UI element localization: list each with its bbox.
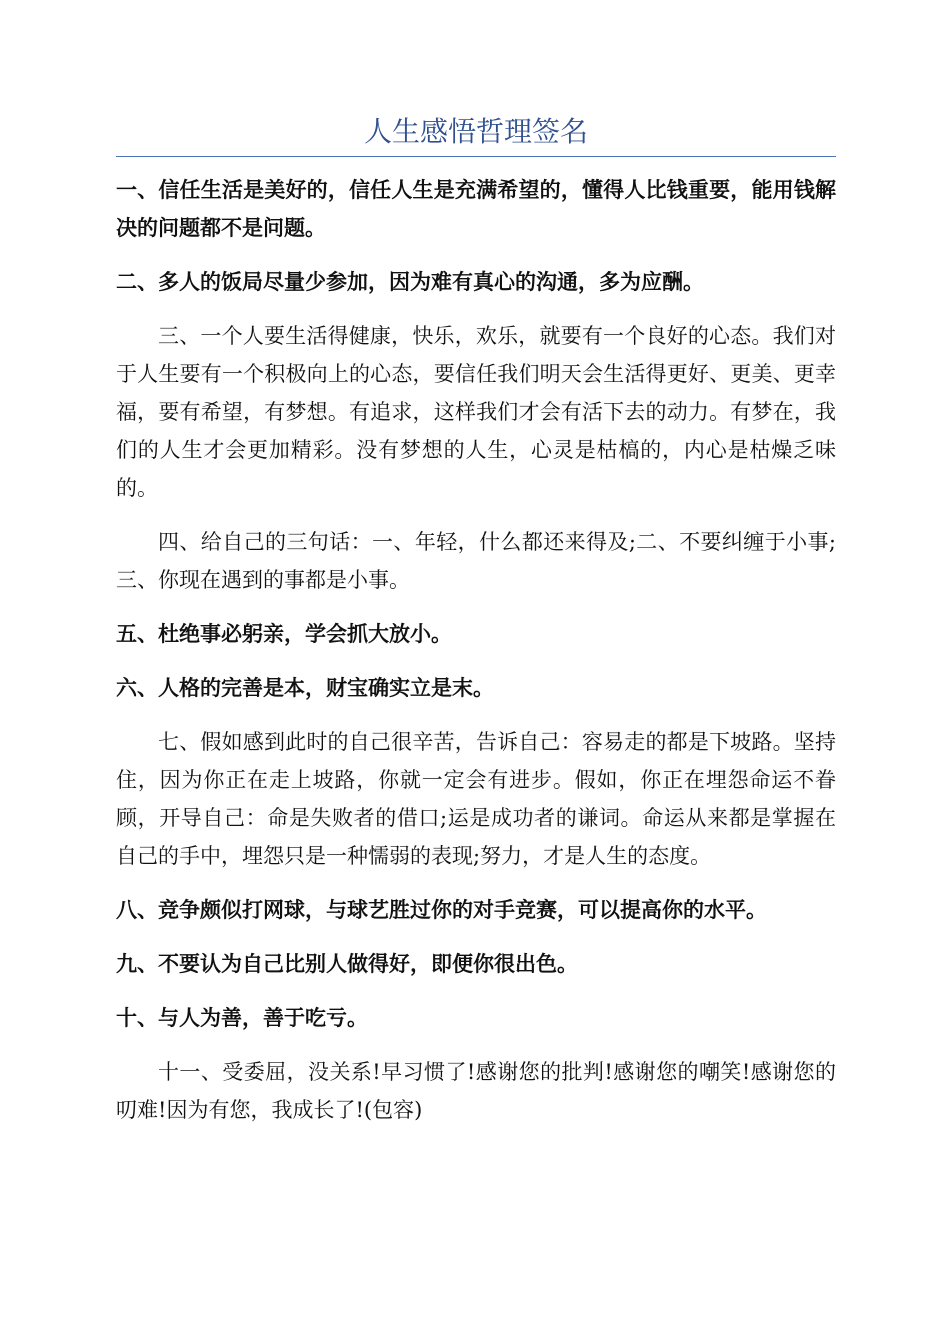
paragraph-10: 十、与人为善，善于吃亏。 xyxy=(116,1005,368,1030)
paragraph-3: 三、一个人要生活得健康，快乐，欢乐，就要有一个良好的心态。我们对于人生要有一个积极向上的心态，要信任我们明天会生活得更好、更美、更幸福，要有希望，有梦想。有追求，这样我们才会有活下去的动力。有梦在，我们的人生才会更加精彩。没有梦想的人生，心灵是枯槁的，内心是枯燥乏味的。 xyxy=(116,324,836,500)
document-page xyxy=(116,110,836,1145)
paragraph-2: 二、多人的饭局尽量少参加，因为难有真心的沟通，多为应酬。 xyxy=(116,269,704,294)
paragraph-6: 六、人格的完善是本，财宝确实立是末。 xyxy=(116,675,494,700)
paragraph-8: 八、竞争颇似打网球，与球艺胜过你的对手竞赛，可以提高你的水平。 xyxy=(116,897,767,922)
paragraph-9: 九、不要认为自己比别人做得好，即便你很出色。 xyxy=(116,951,578,976)
paragraph-4: 四、给自己的三句话：一、年轻，什么都还来得及;二、不要纠缠于小事;三、你现在遇到的事都是小事。 xyxy=(116,530,836,592)
paragraph-5: 五、杜绝事必躬亲，学会抓大放小。 xyxy=(116,621,452,646)
paragraph-1: 一、信任生活是美好的，信任人生是充满希望的，懂得人比钱重要，能用钱解决的问题都不是问题。 xyxy=(116,177,836,240)
paragraph-11: 十一、受委屈，没关系!早习惯了!感谢您的批判!感谢您的嘲笑!感谢您的叨难!因为有您，我成长了!(包容) xyxy=(116,1060,836,1122)
paragraph-7: 七、假如感到此时的自己很辛苦，告诉自己：容易走的都是下坡路。坚持住，因为你正在走上坡路，你就一定会有进步。假如，你正在埋怨命运不眷顾，开导自己：命是失败者的借口;运是成功者的谦词。命运从来都是掌握在自己的手中，埋怨只是一种懦弱的表现;努力，才是人生的态度。 xyxy=(116,730,836,868)
document-title: 人生感悟哲理签名 xyxy=(116,110,836,157)
